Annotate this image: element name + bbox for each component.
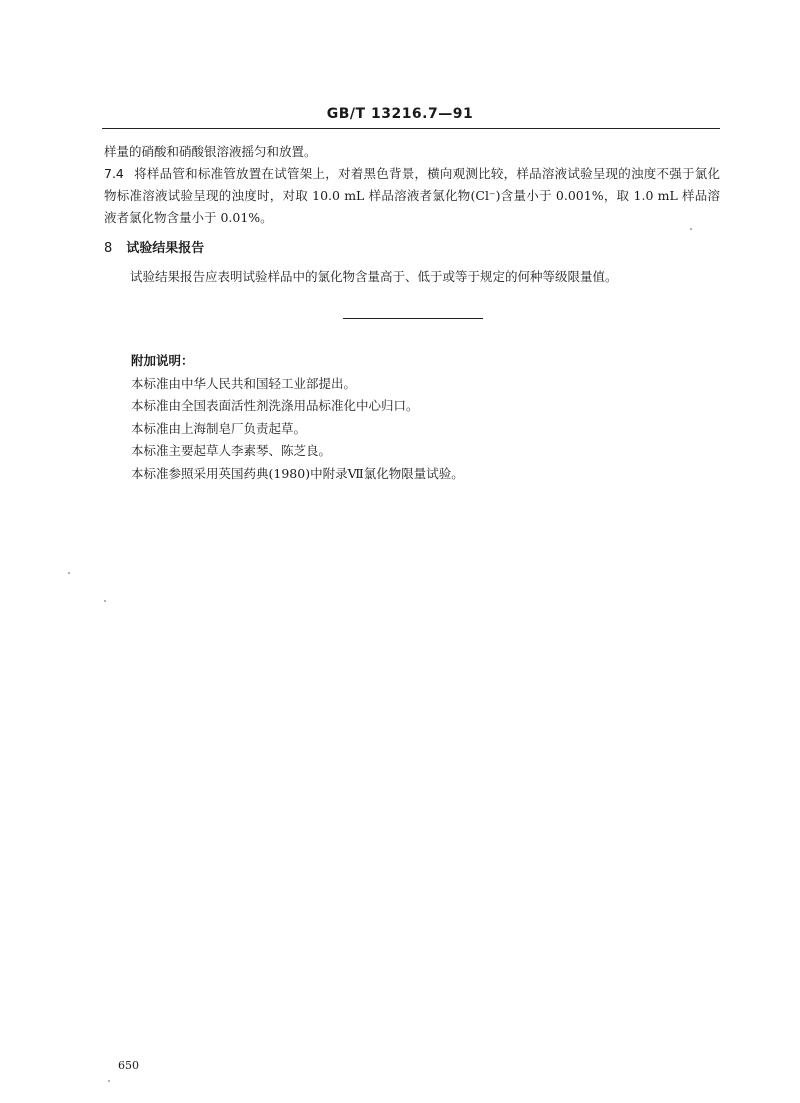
appendix-notes bbox=[131, 350, 691, 485]
appendix-line: 本标准由中华人民共和国轻工业部提出。 bbox=[131, 375, 357, 391]
page-number: 650 bbox=[118, 1059, 139, 1072]
clause-7-4-number: 7.4 bbox=[104, 166, 124, 181]
section-8-number: 8 bbox=[104, 241, 113, 256]
section-8-body: 试验结果报告应表明试验样品中的氯化物含量高于、低于或等于规定的何种等级限量值。 bbox=[130, 269, 618, 284]
scan-speck bbox=[108, 1080, 110, 1082]
appendix-line: 本标准由上海制皂厂负责起草。 bbox=[131, 420, 307, 436]
section-8-title: 试验结果报告 bbox=[126, 241, 205, 256]
scan-speck bbox=[690, 228, 692, 230]
scan-speck bbox=[104, 600, 106, 602]
appendix-line: 本标准参照采用英国药典(1980)中附录Ⅶ氯化物限量试验。 bbox=[131, 465, 464, 481]
standard-number-header: GB/T 13216.7—91 bbox=[326, 106, 474, 122]
appendix-line: 本标准由全国表面活性剂洗涤用品标准化中心归口。 bbox=[131, 398, 419, 413]
appendix-title: 附加说明： bbox=[131, 353, 194, 368]
continued-paragraph: 样量的硝酸和硝酸银溶液摇匀和放置。 bbox=[104, 144, 317, 159]
clause-7-4-text: 将样品管和标准管放置在试管架上，对着黑色背景，横向观测比较，样品溶液试验呈现的浊度不强于氯化物标准溶液试验呈现的浊度时，对取 10.0 mL 样品溶液者氯化物(Cl⁻)含量小于 0.001%，取 1.0 mL 样品溶液者氯化物含量小于 0.01%。 bbox=[104, 166, 720, 225]
section-8-heading bbox=[104, 237, 204, 256]
appendix-line: 本标准主要起草人李素琴、陈芝良。 bbox=[131, 443, 332, 458]
section-divider bbox=[343, 318, 483, 319]
header-rule bbox=[102, 128, 720, 129]
scan-speck bbox=[68, 572, 70, 574]
clause-7-4 bbox=[104, 163, 720, 229]
